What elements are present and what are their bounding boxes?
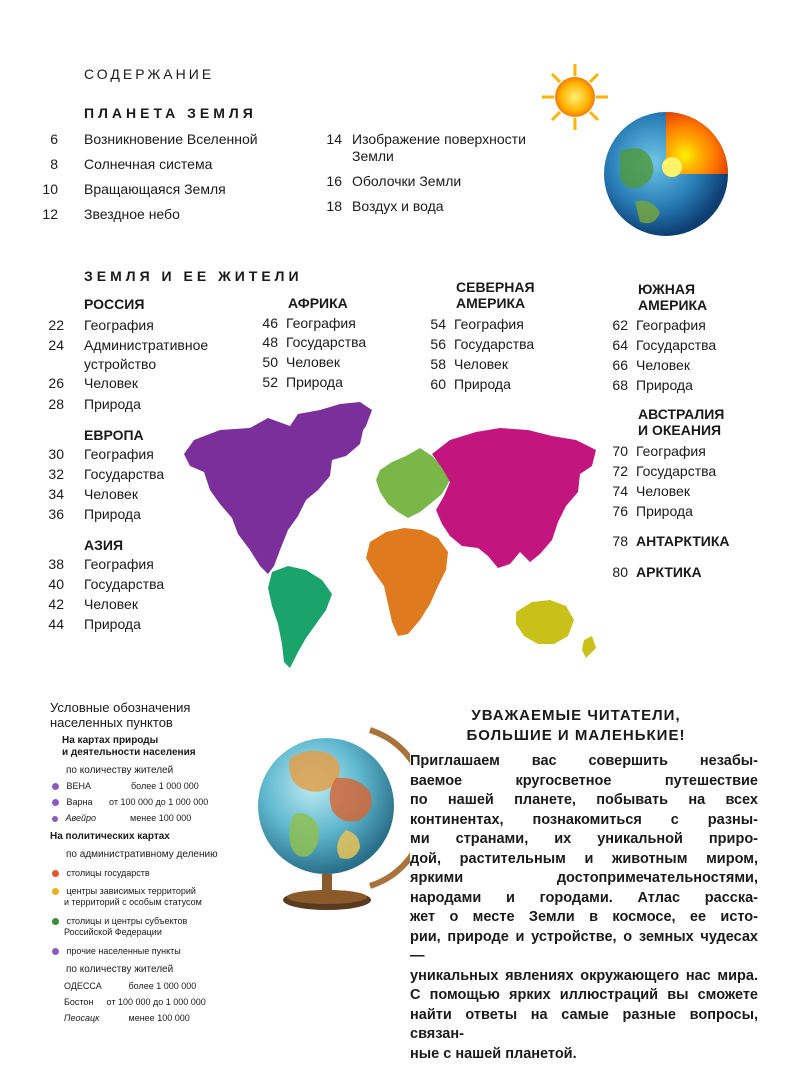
region-title-south-america: ЮЖНАЯ АМЕРИКА bbox=[638, 281, 708, 313]
africa-shape bbox=[366, 528, 448, 636]
settlement-legend bbox=[50, 700, 270, 1023]
subject-center-dot-icon bbox=[52, 918, 59, 925]
region-title-africa: АФРИКА bbox=[288, 295, 348, 311]
new-zealand-shape bbox=[582, 636, 596, 658]
region-title-north-america: СЕВЕРНАЯ АМЕРИКА bbox=[456, 279, 535, 311]
region-title-australia: АВСТРАЛИЯ И ОКЕАНИЯ bbox=[638, 406, 725, 438]
legend-by-admin: по административному делению bbox=[66, 849, 218, 860]
earth-cutaway-icon bbox=[604, 112, 728, 236]
legend-row: Бостон от 100 000 до 1 000 000 bbox=[64, 997, 206, 1007]
section-title-planet: ПЛАНЕТА ЗЕМЛЯ bbox=[84, 105, 257, 121]
legend-political-heading: На политических картах bbox=[50, 831, 170, 842]
legend-row: столицы и центры субъектов Российской Федерации bbox=[52, 916, 270, 938]
globe-icon bbox=[258, 730, 410, 910]
australia-shape bbox=[516, 600, 574, 644]
legend-row: центры зависимых территорий и территорий с особым статусом bbox=[52, 886, 270, 908]
city-dot-icon bbox=[52, 816, 58, 822]
south-america-shape bbox=[268, 566, 332, 668]
city-dot-icon bbox=[52, 799, 59, 806]
legend-title: Условные обозначения населенных пунктов bbox=[50, 700, 191, 730]
capital-dot-icon bbox=[52, 870, 59, 877]
legend-row: Пеосацк менее 100 000 bbox=[64, 1013, 190, 1023]
intro-title: УВАЖАЕМЫЕ ЧИТАТЕЛИ, БОЛЬШИЕ И МАЛЕНЬКИЕ! bbox=[466, 707, 686, 744]
legend-by-population: по количеству жителей bbox=[66, 765, 174, 776]
legend-row: ОДЕССА более 1 000 000 bbox=[64, 981, 197, 991]
legend-by-population-2: по количеству жителей bbox=[66, 964, 174, 975]
world-map bbox=[180, 400, 610, 672]
legend-row: столицы государств bbox=[52, 868, 270, 878]
region-title-europe: ЕВРОПА bbox=[84, 427, 144, 443]
dependent-center-dot-icon bbox=[52, 888, 59, 895]
region-title-russia: РОССИЯ bbox=[84, 296, 145, 312]
asia-shape bbox=[432, 428, 596, 568]
legend-row: ВЕНА более 1 000 000 bbox=[52, 781, 270, 791]
intro-body: Приглашаем вас совершить незабы- ваемое кругосветное путешествие по нашей планете, побывать на всех континентах, познакомиться с разны- ми странами, их уникальной приро- дой, растительным и животным миром, яркими достопримечательностями, народами и городами. Атлас расска- жет о месте Земли в космосе, ее исто- рии, природе и устройстве, о земных чудесах — уникальных явлениях окружающего нас мира. С помощью ярких иллюстраций вы сможете найти ответы на самые разные вопросы, связан- ные с нашей планетой. bbox=[410, 753, 758, 1062]
legend-nature-heading: На картах природы и деятельности населения bbox=[62, 735, 196, 758]
city-dot-icon bbox=[52, 783, 59, 790]
legend-row: прочие населенные пункты bbox=[52, 946, 270, 956]
contents-label: СОДЕРЖАНИЕ bbox=[84, 66, 215, 82]
region-title-asia: АЗИЯ bbox=[84, 537, 124, 553]
section-title-earth: ЗЕМЛЯ И ЕЕ ЖИТЕЛИ bbox=[84, 268, 303, 284]
settlement-dot-icon bbox=[52, 948, 59, 955]
legend-row: Авейро менее 100 000 bbox=[52, 813, 270, 823]
sun-icon bbox=[542, 64, 608, 130]
sun-earth-illustration bbox=[540, 62, 740, 262]
legend-row: Варна от 100 000 до 1 000 000 bbox=[52, 797, 270, 807]
globe-illustration bbox=[250, 718, 410, 918]
